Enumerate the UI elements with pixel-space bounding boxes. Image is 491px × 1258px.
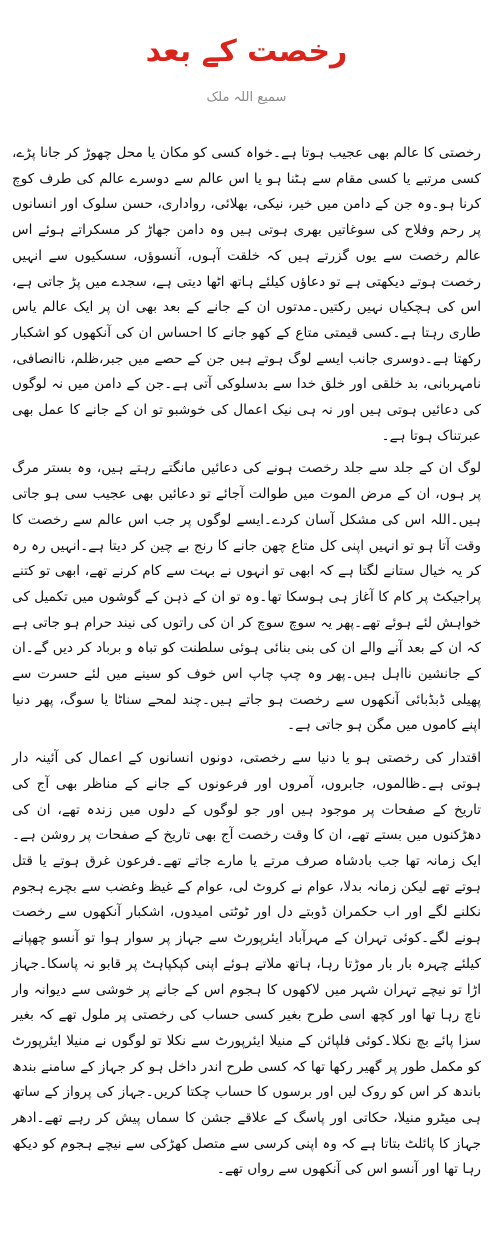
paragraph: رخصتی کا عالم بھی عجیب ہوتا ہے۔خواہ کسی کو مکان یا محل چھوڑ کر جانا پڑے، کسی مرتبے یا کسی مقام سے ہٹنا ہو یا اس عالم سے دوسرے عالم کی طرف کوچ کرنا ہو۔وہ جن کے دامن میں خیر، نیکی، بھلائی، رواداری، حسن سلوک اور انسانوں پر رحم وفلاح کی سوغاتیں بھری ہوتی ہیں وہ دامن جھاڑ کر مسکراتے ہوئے اس عالم رخصت سے یوں گزرتے ہیں کہ خلقت آہوں، آنسوؤں، سسکیوں سے انہیں رخصت ہوتے دیکھتی ہے تو دعاؤں کیلئے ہاتھ اٹھا دیتی ہے، سجدے میں پڑ جاتی ہے، اس کی ہچکیاں نہیں رکتیں۔مدتوں ان کے جانے کے بعد بھی ان پر ایک عالم یاس طاری رہتا ہے۔کسی قیمتی متاع کے کھو جانے کا احساس ان کی آنکھوں کو اشکبار رکھتا ہے۔دوسری جانب ایسے لوگ ہوتے ہیں جن کے حصے میں جبر،ظلم، ناانصافی، نامہربانی، بد خلقی اور خلق خدا سے بدسلوکی آتی ہے۔جن کے دامن میں نہ لوگوں کی دعائیں ہوتی ہیں اور نہ ہی نیک اعمال کی خوشبو تو ان کے جانے کا عمل بھی عبرتناک ہوتا ہے۔ bbox=[12, 145, 481, 444]
author-name: سمیع اللہ ملک bbox=[206, 90, 287, 105]
article-title: رخصت کے بعد bbox=[145, 34, 348, 69]
paragraph: لوگ ان کے جلد سے جلد رخصت ہونے کی دعائیں مانگتے رہتے ہیں، وہ بستر مرگ پر ہوں، ان کے مرض الموت میں طوالت آجائے تو دعائیں بھی عجیب سی ہو جاتی ہیں۔اللہ اس کی مشکل آسان کردے۔ایسے لوگوں پر جب اس عالم سے رخصت کا وقت آتا ہو تو انہیں اپنی کل متاع چھن جانے کا رنج بے چین کر دیتا ہے۔انہیں رہ رہ کر یہ خیال ستانے لگتا ہے کہ ابھی تو انہوں نے بہت سے کام کرنے تھے، ابھی تو کتنے پراجیکٹ پر کام کا آغاز ہی ہوسکا تھا۔وہ تو ان کے ذہن کے گوشوں میں تکمیل کی خواہش لئے ہوئے تھے۔پھر یہ سوچ سوچ کر ان کی راتوں کی نیند حرام ہو جاتی ہے کہ ان کے بعد آنے والے ان کی بنی بنائی ہوئی سلطنت کو تباہ و برباد کر دیں گے۔ان کے جانشین نااہل ہیں۔پھر وہ چپ چاپ اس خوف کو سینے میں لئے حسرت سے پھیلی ڈبڈبائی آنکھوں سے رخصت ہو جاتے ہیں۔چند لمحے سناٹا یا سوگ، پھر دنیا اپنے کاموں میں مگن ہو جاتی ہے۔ bbox=[12, 460, 481, 734]
paragraph: اقتدار کی رخصتی ہو یا دنیا سے رخصتی، دونوں انسانوں کے اعمال کی آئینہ دار ہوتی ہے۔ظالموں، جابروں، آمروں اور فرعونوں کے جانے کے مناظر بھی آج کی تاریخ کے صفحات پر موجود ہیں اور جو لوگوں کے دلوں میں زندہ تھے، ان کی دھڑکنوں میں بستے تھے، ان کا وقت رخصت آج بھی تاریخ کے صفحات پر روشن ہے۔ایک زمانہ تھا جب بادشاہ صرف مرتے یا مارے جاتے تھے۔فرعون غرق ہوتے یا قتل ہوتے تھے لیکن زمانہ بدلا، عوام نے کروٹ لی، عوام کے غیظ وغضب سے بچرے ہجوم نکلنے لگے اور اب حکمران ڈوبتے دل اور ٹوٹتی امیدوں، اشکبار آنکھوں سے رخصت ہونے لگے۔کوئی تہران کے مہرآباد ایئرپورٹ سے جہاز پر سوار ہوا تو آنسو چھپانے کیلئے چہرہ بار بار موڑتا رہا، ہاتھ ملاتے ہوئے اپنی کپکپاہٹ پر قابو نہ پاسکا۔جہاز اڑا تو نیچے تہران شہر میں لاکھوں کا ہجوم اس کے جانے پر خوشی سے دیوانہ وار ناچ رہا تھا اور کچھ اسی طرح بغیر کسی حساب کی رخصتی پر ملول تھے کہ بغیر سزا پائے بچ نکلا۔کوئی فلپائن کے منیلا ایئرپورٹ سے نکلا تو لوگوں نے منیلا ایئرپورٹ کو مکمل طور پر گھیر رکھا تھا کہ کسی طرح اندر داخل ہو کر جہاز کے سامنے بندھ باندھ کر اس کو روک لیں اور برسوں کا حساب چکتا کریں۔جہاز کی پرواز کے ساتھ ہی میٹرو منیلا، حکاتی اور پاسگ کے علاقے جشن کا سماں پیش کر رہے تھے۔ادھر جہاز کا پائلٹ بتاتا ہے کہ وہ اپنی کرسی سے متصل کھڑکی سے نیچے ہجوم کو دیکھ رہا تھا اور آنسو اس کی آنکھوں سے رواں تھے۔ bbox=[12, 750, 481, 1178]
article-body bbox=[12, 141, 481, 1183]
